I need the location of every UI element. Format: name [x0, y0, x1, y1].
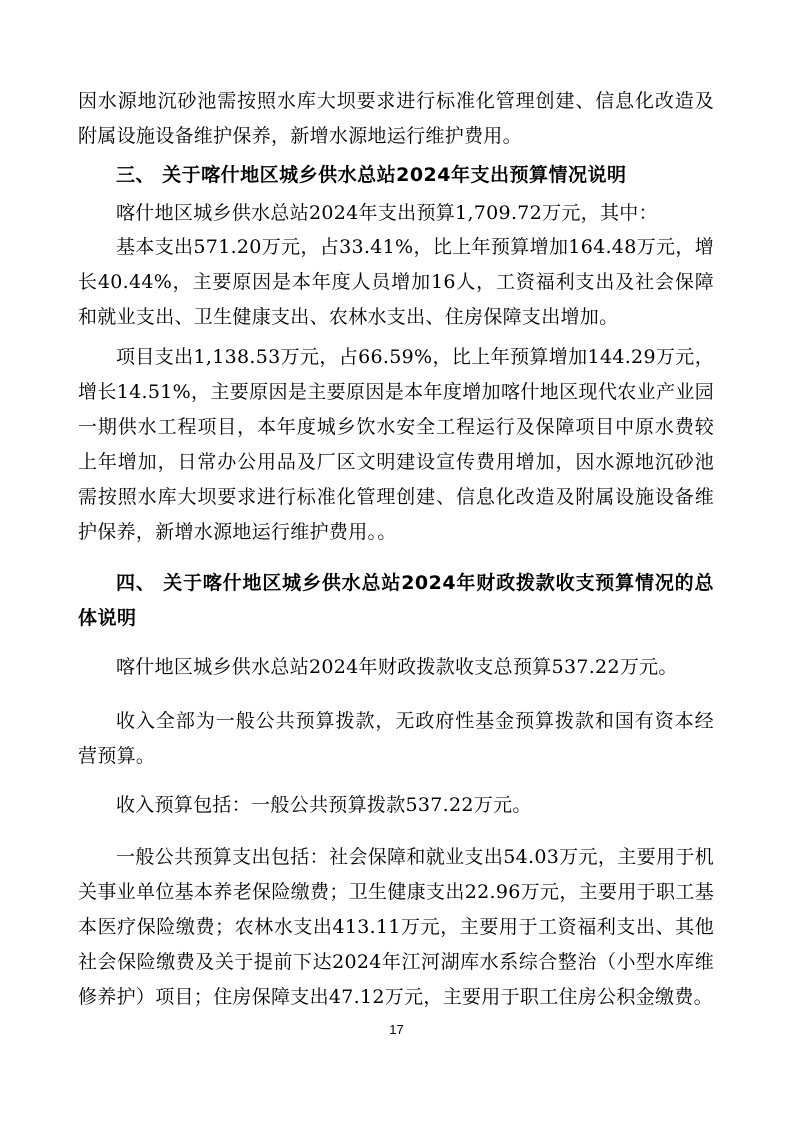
paragraph-public-expenditure: 一般公共预算支出包括：社会保障和就业支出54.03万元，主要用于机关事业单位基本养老保险缴费；卫生健康支出22.96万元，主要用于职工基本医疗保险缴费；农林水支出413.11万元，主要用于工资福利支出、其他社会保险缴费及关于提前下达2024年江河湖库水系综合整治（小型水库维修养护）项目；住房保障支出47.12万元，主要用于职工住房公积金缴费。	[78, 846, 714, 1008]
page-number: 17	[389, 1022, 404, 1037]
paragraph-income-budget: 收入预算包括：一般公共预算拨款537.22万元。	[116, 794, 532, 816]
paragraph-project-expenditure: 项目支出1,138.53万元，占66.59%，比上年预算增加144.29万元，增长14.51%，主要原因是主要原因是本年度增加喀什地区现代农业产业园一期供水工程项目，本年度城乡饮水安全工程运行及保障项目中原水费较上年增加，日常办公用品及厂区文明建设宣传费用增加，因水源地沉砂池需按照水库大坝要求进行标准化管理创建、信息化改造及附属设施设备维护保养，新增水源地运行维护费用。。	[78, 346, 714, 543]
section-heading-3: 三、 关于喀什地区城乡供水总站2024年支出预算情况说明	[116, 164, 627, 186]
paragraph-basic-expenditure: 基本支出571.20万元，占33.41%，比上年预算增加164.48万元，增长40.44%，主要原因是本年度人员增加16人，工资福利支出及社会保障和就业支出、卫生健康支出、农林水支出、住房保障支出增加。	[78, 236, 714, 328]
paragraph-continuation: 因水源地沉砂池需按照水库大坝要求进行标准化管理创建、信息化改造及附属设施设备维护保养，新增水源地运行维护费用。	[78, 90, 714, 147]
paragraph-fiscal-total: 喀什地区城乡供水总站2024年财政拨款收支总预算537.22万元。	[116, 656, 678, 678]
paragraph-total-budget: 喀什地区城乡供水总站2024年支出预算1,709.72万元，其中：	[116, 202, 658, 224]
paragraph-income-source: 收入全部为一般公共预算拨款，无政府性基金预算拨款和国有资本经营预算。	[78, 710, 714, 767]
section-heading-4: 四、 关于喀什地区城乡供水总站2024年财政拨款收支预算情况的总体说明	[78, 572, 714, 629]
